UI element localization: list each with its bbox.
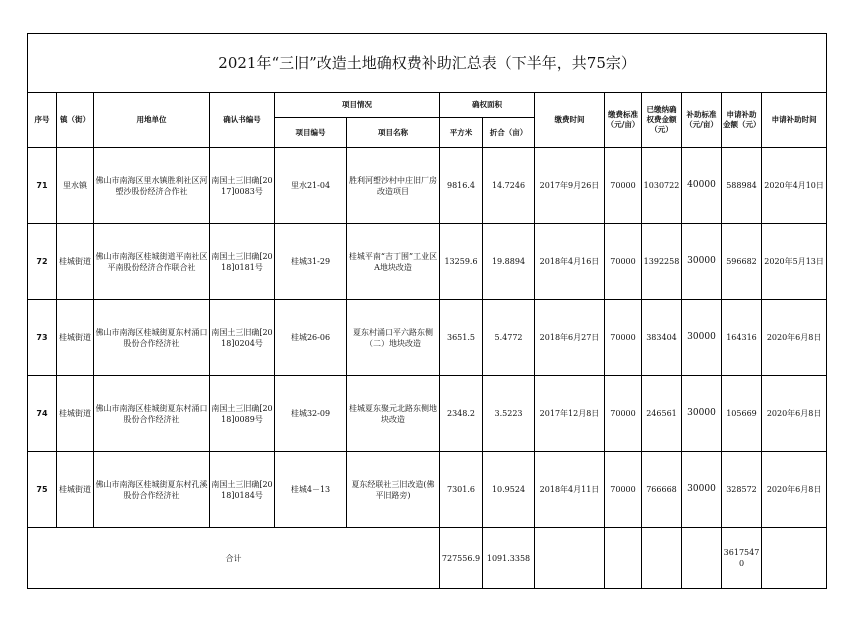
header-area: 确权面积 xyxy=(440,93,535,118)
cell-project-name: 桂城平南“吉丁围”工业区A地块改造 xyxy=(347,224,440,300)
cell-project-code: 桂城4－13 xyxy=(275,452,347,528)
summary-sheet xyxy=(27,33,826,589)
total-label: 合计 xyxy=(28,528,440,589)
cell-subsidy-standard: 30000 xyxy=(682,224,722,300)
cell-seq: 75 xyxy=(28,452,57,528)
header-pay-standard: 缴费标准（元/亩） xyxy=(605,93,642,148)
total-empty-subsidy-standard xyxy=(682,528,722,589)
cell-project-code: 桂城31-29 xyxy=(275,224,347,300)
cell-area-sqm: 3651.5 xyxy=(440,300,483,376)
cell-paid-fee: 766668 xyxy=(642,452,682,528)
cell-pay-standard: 70000 xyxy=(605,452,642,528)
cell-cert-no: 南国土三旧确[2018]0204号 xyxy=(210,300,275,376)
cell-project-name: 胜利河塱沙村中庄旧厂房改造项目 xyxy=(347,148,440,224)
total-area-mu: 1091.3358 xyxy=(483,528,535,589)
total-apply-amount: 36175470 xyxy=(722,528,762,589)
cell-paid-fee: 1392258 xyxy=(642,224,682,300)
cell-apply-time: 2020年6月8日 xyxy=(762,376,827,452)
total-empty-pay-standard xyxy=(605,528,642,589)
cell-paid-fee: 246561 xyxy=(642,376,682,452)
cell-town: 桂城街道 xyxy=(57,300,94,376)
cell-apply-time: 2020年4月10日 xyxy=(762,148,827,224)
cell-seq: 71 xyxy=(28,148,57,224)
cell-project-name: 桂城夏东聚元北路东侧地块改造 xyxy=(347,376,440,452)
cell-project-name: 夏东经联社三旧改造(佛平旧路旁) xyxy=(347,452,440,528)
header-area-sqm: 平方米 xyxy=(440,118,483,148)
cell-cert-no: 南国土三旧确[2018]0089号 xyxy=(210,376,275,452)
cell-pay-time: 2018年6月27日 xyxy=(535,300,605,376)
total-empty-paid-fee xyxy=(642,528,682,589)
header-town: 镇（街） xyxy=(57,93,94,148)
cell-subsidy-standard: 40000 xyxy=(682,148,722,224)
cell-pay-standard: 70000 xyxy=(605,376,642,452)
cell-land-unit: 佛山市南海区桂城街道平南社区平南股份经济合作联合社 xyxy=(94,224,210,300)
header-apply-time: 申请补助时间 xyxy=(762,93,827,148)
cell-project-code: 里水21-04 xyxy=(275,148,347,224)
cell-town: 桂城街道 xyxy=(57,224,94,300)
cell-seq: 74 xyxy=(28,376,57,452)
header-subsidy-standard: 补助标准（元/亩） xyxy=(682,93,722,148)
cell-pay-standard: 70000 xyxy=(605,300,642,376)
cell-land-unit: 佛山市南海区桂城街夏东村涌口股份合作经济社 xyxy=(94,376,210,452)
cell-land-unit: 佛山市南海区桂城街夏东村孔溪股份合作经济社 xyxy=(94,452,210,528)
cell-apply-time: 2020年5月13日 xyxy=(762,224,827,300)
cell-subsidy-standard: 30000 xyxy=(682,452,722,528)
cell-paid-fee: 1030722 xyxy=(642,148,682,224)
cell-town: 桂城街道 xyxy=(57,376,94,452)
cell-land-unit: 佛山市南海区桂城街夏东村涌口股份合作经济社 xyxy=(94,300,210,376)
cell-apply-amount: 588984 xyxy=(722,148,762,224)
cell-area-sqm: 9816.4 xyxy=(440,148,483,224)
table-title: 2021年“三旧”改造土地确权费补助汇总表（下半年，共75宗） xyxy=(28,34,827,93)
cell-town: 桂城街道 xyxy=(57,452,94,528)
cell-pay-standard: 70000 xyxy=(605,148,642,224)
cell-project-name: 夏东村涌口平六路东侧（二）地块改造 xyxy=(347,300,440,376)
header-project-code: 项目编号 xyxy=(275,118,347,148)
cell-subsidy-standard: 30000 xyxy=(682,376,722,452)
cell-project-code: 桂城26-06 xyxy=(275,300,347,376)
subsidy-summary-table xyxy=(27,33,827,589)
cell-apply-amount: 328572 xyxy=(722,452,762,528)
header-pay-time: 缴费时间 xyxy=(535,93,605,148)
cell-seq: 72 xyxy=(28,224,57,300)
cell-subsidy-standard: 30000 xyxy=(682,300,722,376)
header-area-mu: 折合（亩） xyxy=(483,118,535,148)
table-row xyxy=(28,224,827,300)
cell-area-sqm: 2348.2 xyxy=(440,376,483,452)
cell-area-mu: 3.5223 xyxy=(483,376,535,452)
cell-cert-no: 南国土三旧确[2018]0184号 xyxy=(210,452,275,528)
header-project-name: 项目名称 xyxy=(347,118,440,148)
cell-apply-time: 2020年6月8日 xyxy=(762,300,827,376)
cell-area-sqm: 13259.6 xyxy=(440,224,483,300)
cell-pay-time: 2017年12月8日 xyxy=(535,376,605,452)
total-row xyxy=(28,528,827,589)
table-row xyxy=(28,300,827,376)
cell-pay-standard: 70000 xyxy=(605,224,642,300)
cell-apply-amount: 164316 xyxy=(722,300,762,376)
cell-apply-amount: 596682 xyxy=(722,224,762,300)
table-row xyxy=(28,452,827,528)
cell-cert-no: 南国土三旧确[2017]0083号 xyxy=(210,148,275,224)
cell-area-mu: 14.7246 xyxy=(483,148,535,224)
cell-pay-time: 2018年4月16日 xyxy=(535,224,605,300)
table-row xyxy=(28,148,827,224)
cell-town: 里水镇 xyxy=(57,148,94,224)
cell-seq: 73 xyxy=(28,300,57,376)
cell-area-mu: 19.8894 xyxy=(483,224,535,300)
total-empty-apply-time xyxy=(762,528,827,589)
header-paid-fee: 已缴纳确权费金额（元） xyxy=(642,93,682,148)
cell-apply-time: 2020年6月8日 xyxy=(762,452,827,528)
cell-pay-time: 2018年4月11日 xyxy=(535,452,605,528)
total-empty-pay-time xyxy=(535,528,605,589)
cell-area-sqm: 7301.6 xyxy=(440,452,483,528)
header-project-info: 项目情况 xyxy=(275,93,440,118)
header-seq: 序号 xyxy=(28,93,57,148)
header-cert-no: 确认书编号 xyxy=(210,93,275,148)
table-row xyxy=(28,376,827,452)
header-apply-amount: 申请补助金额（元） xyxy=(722,93,762,148)
cell-cert-no: 南国土三旧确[2018]0181号 xyxy=(210,224,275,300)
header-land-unit: 用地单位 xyxy=(94,93,210,148)
cell-project-code: 桂城32-09 xyxy=(275,376,347,452)
cell-pay-time: 2017年9月26日 xyxy=(535,148,605,224)
cell-land-unit: 佛山市南海区里水镇胜利社区河塱沙股份经济合作社 xyxy=(94,148,210,224)
cell-apply-amount: 105669 xyxy=(722,376,762,452)
cell-area-mu: 5.4772 xyxy=(483,300,535,376)
cell-area-mu: 10.9524 xyxy=(483,452,535,528)
total-area-sqm: 727556.9 xyxy=(440,528,483,589)
cell-paid-fee: 383404 xyxy=(642,300,682,376)
